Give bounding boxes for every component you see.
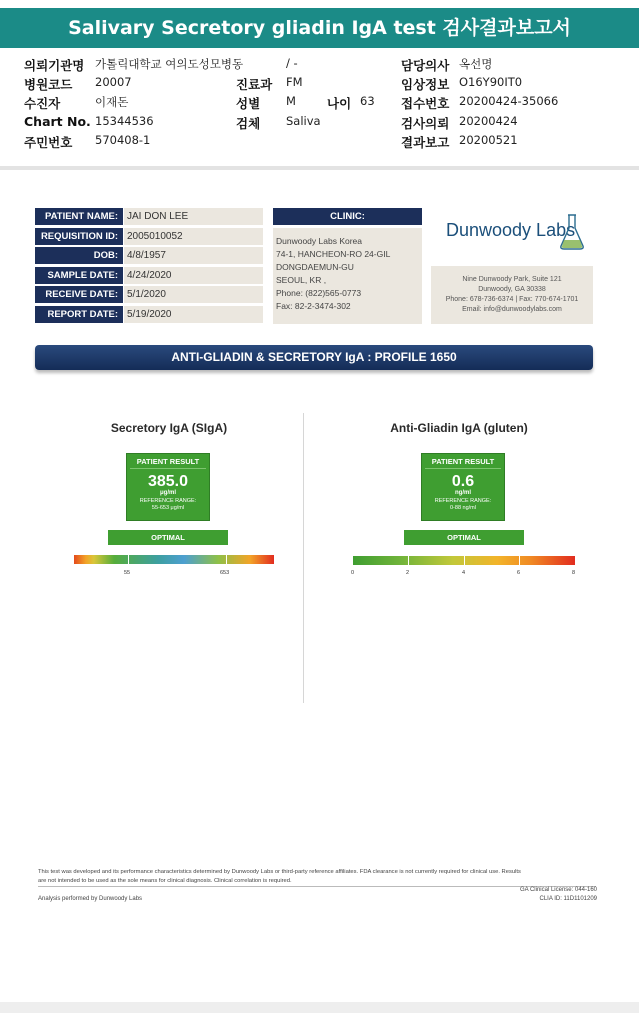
- lab-address-line: Dunwoody, GA 30338: [478, 286, 546, 293]
- info-label-age: 나이: [327, 96, 352, 111]
- info-label-patient: 수진자: [24, 96, 61, 111]
- ga-license: GA Clinical License: 044-160: [519, 887, 597, 893]
- info-value-institution: 가톨릭대학교 여의도성모병동: [95, 57, 244, 71]
- clinic-line: DONGDAEMUN-GU: [276, 262, 354, 272]
- korean-info-block: [0, 50, 639, 162]
- patient-value: 4/24/2020: [124, 267, 263, 284]
- column-divider: [303, 413, 304, 703]
- lab-address-line: Nine Dunwoody Park, Suite 121: [462, 276, 562, 283]
- gliadin-tick: 4: [462, 570, 466, 576]
- info-value-chart-no: 15344536: [95, 114, 154, 128]
- patient-value: 5/19/2020: [124, 306, 263, 323]
- performed-by: Analysis performed by Dunwoody Labs: [38, 896, 143, 902]
- lab-report: [0, 170, 639, 1002]
- logo-text: Dunwoody Labs: [446, 220, 576, 240]
- patient-value: 5/1/2020: [124, 286, 263, 303]
- patient-label: SAMPLE DATE:: [35, 267, 123, 284]
- info-value-department: FM: [286, 75, 303, 89]
- gliadin-tick: 8: [572, 570, 576, 576]
- gliadin-result-value: 0.6: [451, 473, 475, 490]
- report-title: Salivary Secretory gliadin IgA test 검사결과보고서: [0, 8, 639, 48]
- info-value-sex: M: [286, 94, 296, 108]
- siga-result-box: [126, 453, 210, 521]
- info-value-clinical-info: O16Y90IT0: [459, 75, 523, 89]
- info-label-clinical-info: 임상정보: [401, 77, 450, 92]
- info-value-hospital-code: 20007: [95, 75, 132, 89]
- info-value-receipt-no: 20200424-35066: [459, 94, 559, 108]
- info-label-request-date: 검사의뢰: [401, 116, 450, 131]
- siga-status: OPTIMAL: [108, 530, 228, 545]
- gliadin-marker: [519, 556, 520, 565]
- patient-value: 4/8/1957: [124, 247, 263, 264]
- gliadin-marker: [408, 556, 409, 565]
- disclaimer-line: This test was developed and its performance characteristics determined by Dunwoody Labs or third-party reference affiliates. FDA clearance is not currently required for clinical use. Results: [38, 869, 521, 875]
- disclaimer-text: [38, 868, 598, 886]
- clia-id: CLIA ID: 11D1101209: [539, 896, 597, 902]
- disclaimer-line: are not intended to be used as the sole means for clinical diagnosis. Clinical correlation is required.: [38, 878, 292, 884]
- gliadin-tick: 2: [406, 570, 410, 576]
- patient-label: RECEIVE DATE:: [35, 286, 123, 303]
- clinic-heading: CLINIC:: [273, 208, 422, 225]
- gliadin-ref-label: REFERENCE RANGE:: [434, 498, 492, 504]
- info-value-report-date: 20200521: [459, 133, 518, 147]
- info-label-receipt-no: 접수번호: [401, 96, 450, 111]
- siga-result-value: 385.0: [147, 473, 189, 490]
- lab-address-line: Phone: 678-736-6374 | Fax: 770-674-1701: [445, 296, 579, 303]
- clinic-line: 74-1, HANCHEON-RO 24-GIL: [276, 249, 391, 259]
- info-label-report-date: 결과보고: [401, 135, 450, 150]
- dunwoody-labs-logo: [446, 212, 586, 256]
- siga-ref-range: 55-653 μg/ml: [151, 505, 185, 511]
- bottom-margin: [0, 1002, 639, 1013]
- siga-marker-high: [226, 555, 227, 564]
- gliadin-status: OPTIMAL: [404, 530, 524, 545]
- info-label-institution: 의뢰기관명: [24, 58, 85, 73]
- info-label-sex: 성별: [236, 96, 261, 111]
- siga-result-unit: μg/ml: [159, 490, 176, 496]
- profile-banner: ANTI-GLIADIN & SECRETORY IgA : PROFILE 1650: [35, 345, 593, 370]
- info-value-doctor: 옥선명: [459, 57, 493, 71]
- siga-result-heading: PATIENT RESULT: [130, 457, 206, 469]
- gliadin-result-box: [421, 453, 505, 521]
- gliadin-result-unit: ng/ml: [455, 490, 471, 496]
- patient-label: DOB:: [35, 247, 123, 264]
- flask-icon: [558, 212, 586, 252]
- clinic-line: Dunwoody Labs Korea: [276, 236, 363, 246]
- patient-label: REQUISITION ID:: [35, 228, 123, 245]
- siga-ref-label: REFERENCE RANGE:: [139, 498, 197, 504]
- info-value-institution-extra: / -: [286, 56, 298, 70]
- siga-range-bar: [74, 555, 274, 564]
- siga-tick: 653: [220, 570, 230, 576]
- gliadin-ref-range: 0-88 ng/ml: [450, 505, 476, 511]
- clinic-line: SEOUL, KR ,: [276, 275, 327, 285]
- info-label-department: 진료과: [236, 77, 273, 92]
- patient-label: PATIENT NAME:: [35, 208, 123, 225]
- siga-marker-low: [128, 555, 129, 564]
- gliadin-tick: 6: [517, 570, 521, 576]
- info-value-resident-no: 570408-1: [95, 133, 151, 147]
- info-value-specimen: Saliva: [286, 114, 321, 128]
- info-label-hospital-code: 병원코드: [24, 77, 73, 92]
- info-label-specimen: 검체: [236, 116, 261, 131]
- clinic-line: Fax: 82-2-3474-302: [276, 301, 351, 311]
- info-value-request-date: 20200424: [459, 114, 518, 128]
- gliadin-marker: [464, 556, 465, 565]
- patient-label: REPORT DATE:: [35, 306, 123, 323]
- info-label-chart-no: Chart No.: [24, 114, 91, 129]
- info-value-age: 63: [360, 94, 375, 108]
- gliadin-tick: 0: [351, 570, 355, 576]
- clinic-line: Phone: (822)565-0773: [276, 288, 362, 298]
- patient-value: JAI DON LEE: [124, 208, 263, 225]
- patient-value: 2005010052: [124, 228, 263, 245]
- clinic-address: [273, 228, 422, 324]
- gliadin-title: Anti-Gliadin IgA (gluten): [390, 421, 528, 435]
- info-label-resident-no: 주민번호: [24, 135, 73, 150]
- lab-address: [431, 266, 593, 324]
- gliadin-result-heading: PATIENT RESULT: [425, 457, 501, 469]
- siga-title: Secretory IgA (SIgA): [110, 421, 228, 435]
- siga-tick: 55: [124, 570, 131, 576]
- lab-address-line: Email: info@dunwoodylabs.com: [462, 306, 562, 313]
- info-value-patient: 이재돈: [95, 95, 129, 109]
- info-label-doctor: 담당의사: [401, 58, 450, 73]
